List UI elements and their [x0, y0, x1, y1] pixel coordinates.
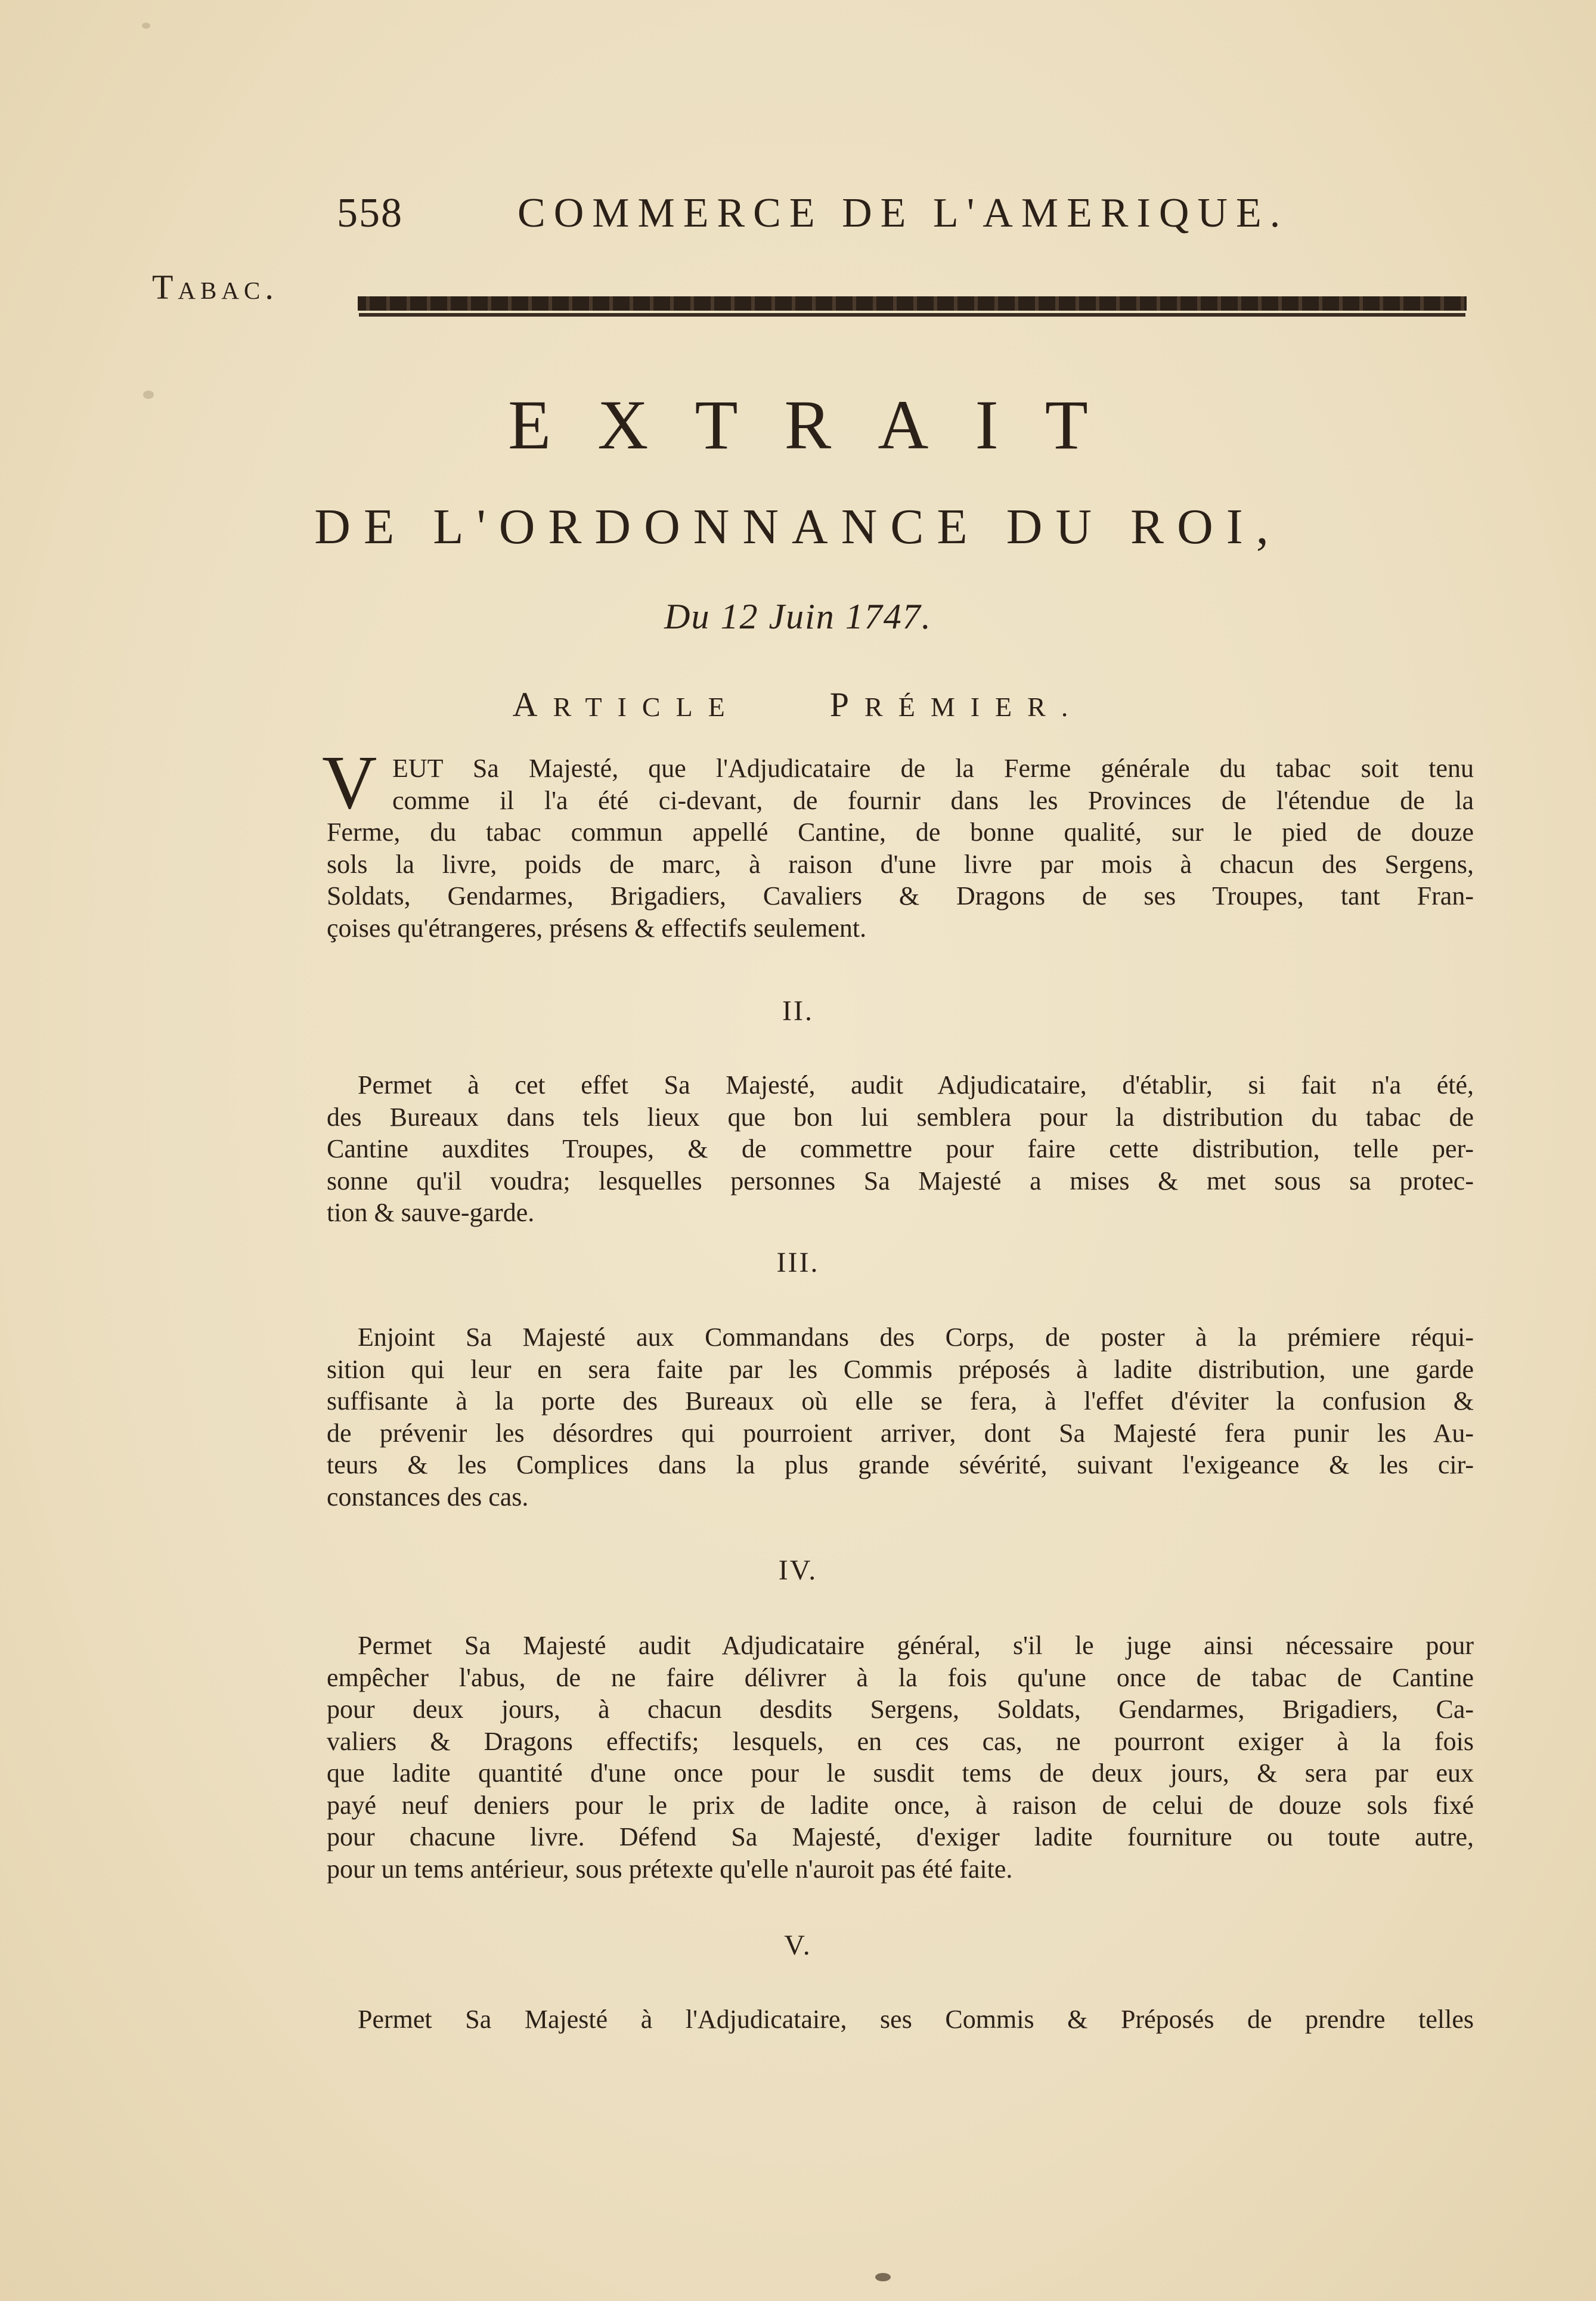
text-line: comme il l'a été ci-devant, de fournir dans les Provinces de l'étendue de la: [392, 785, 1474, 815]
date-line: Du 12 Juin 1747.: [664, 597, 932, 636]
article-heading-initial-1: A: [512, 685, 553, 724]
article-4-number: IV.: [778, 1554, 818, 1586]
article-5-number: V.: [784, 1930, 812, 1961]
text-line: Permet Sa Majesté audit Adjudicataire général, s'il le juge ainsi nécessaire pour: [358, 1631, 1474, 1660]
article-heading-rest-1: RTICLE: [553, 692, 740, 722]
text-line: Cantine auxdites Troupes, & de commettre pour faire cette distribution, telle per-: [327, 1134, 1474, 1163]
running-head: COMMERCE DE L'AMERIQUE.: [517, 190, 1289, 236]
article-4-text: [327, 1630, 1474, 1885]
article-2-number: II.: [782, 995, 814, 1027]
text-line: pour deux jours, à chacun desdits Sergens, Soldats, Gendarmes, Brigadiers, Ca-: [327, 1695, 1474, 1724]
article-5-text: [327, 2003, 1474, 2036]
text-line: constances des cas.: [327, 1482, 529, 1512]
article-2-text: [327, 1069, 1474, 1229]
page-number: 558: [337, 190, 403, 236]
header-rule: [358, 296, 1467, 313]
text-line: pour chacune livre. Défend Sa Majesté, d'exiger ladite fourniture ou toute autre,: [327, 1822, 1474, 1851]
text-line: Permet Sa Majesté à l'Adjudicataire, ses Commis & Préposés de prendre telles: [358, 2005, 1474, 2034]
text-line: de prévenir les désordres qui pourroient arriver, dont Sa Majesté fera punir les Au-: [327, 1418, 1474, 1448]
text-line: Ferme, du tabac commun appellé Cantine, de bonne qualité, sur le pied de douze: [327, 817, 1474, 847]
text-line: sonne qu'il voudra; lesquelles personnes Sa Majesté a mises & met sous sa protec-: [327, 1166, 1474, 1196]
text-line: sols la livre, poids de marc, à raison d'une livre par mois à chacun des Sergens,: [327, 849, 1474, 879]
text-line: Soldats, Gendarmes, Brigadiers, Cavaliers & Dragons de ses Troupes, tant Fran-: [327, 881, 1474, 911]
paper-speck: [875, 2273, 891, 2281]
text-line: çoises qu'étrangeres, présens & effectifs seulement.: [327, 913, 867, 943]
article-3-number: III.: [776, 1247, 820, 1278]
text-line: des Bureaux dans tels lieux que bon lui semblera pour la distribution du tabac de: [327, 1102, 1474, 1132]
article-1-text: [322, 740, 1474, 944]
margin-note: Tabac.: [152, 268, 278, 306]
paper-speck: [142, 23, 150, 29]
text-line: pour un tems antérieur, sous prétexte qu'elle n'auroit pas été faite.: [327, 1854, 1013, 1884]
title: EXTRAIT: [508, 386, 1135, 464]
text-line: Enjoint Sa Majesté aux Commandans des Corps, de poster à la prémiere réqui-: [358, 1323, 1474, 1352]
article-heading-initial-2: P: [829, 685, 865, 724]
text-line: teurs & les Complices dans la plus grande sévérité, suivant l'exigeance & les cir-: [327, 1450, 1474, 1479]
text-line: que ladite quantité d'une once pour le susdit tems de deux jours, & sera par eux: [327, 1758, 1474, 1788]
text-line: valiers & Dragons effectifs; lesquels, en ces cas, ne pourront exiger à la fois: [327, 1726, 1474, 1756]
drop-cap: V: [322, 740, 377, 825]
text-line: suffisante à la porte des Bureaux où elle se fera, à l'effet d'éviter la confusion &: [327, 1386, 1474, 1416]
text-line: tion & sauve-garde.: [327, 1198, 535, 1227]
text-line: Permet à cet effet Sa Majesté, audit Adjudicataire, d'établir, si fait n'a été,: [358, 1070, 1474, 1100]
text-line: EUT Sa Majesté, que l'Adjudicataire de la Ferme générale du tabac soit tenu: [392, 754, 1474, 783]
paper-speck: [143, 391, 154, 399]
subtitle: DE L'ORDONNANCE DU ROI,: [314, 499, 1282, 555]
text-line: sition qui leur en sera faite par les Commis préposés à ladite distribution, une garde: [327, 1354, 1474, 1384]
article-3-text: [327, 1321, 1474, 1513]
article-heading: [0, 685, 1596, 724]
text-line: payé neuf deniers pour le prix de ladite once, à raison de celui de douze sols fixé: [327, 1790, 1474, 1820]
article-heading-rest-2: RÉMIER.: [864, 692, 1084, 722]
text-line: empêcher l'abus, de ne faire délivrer à la fois qu'une once de tabac de Cantine: [327, 1662, 1474, 1692]
